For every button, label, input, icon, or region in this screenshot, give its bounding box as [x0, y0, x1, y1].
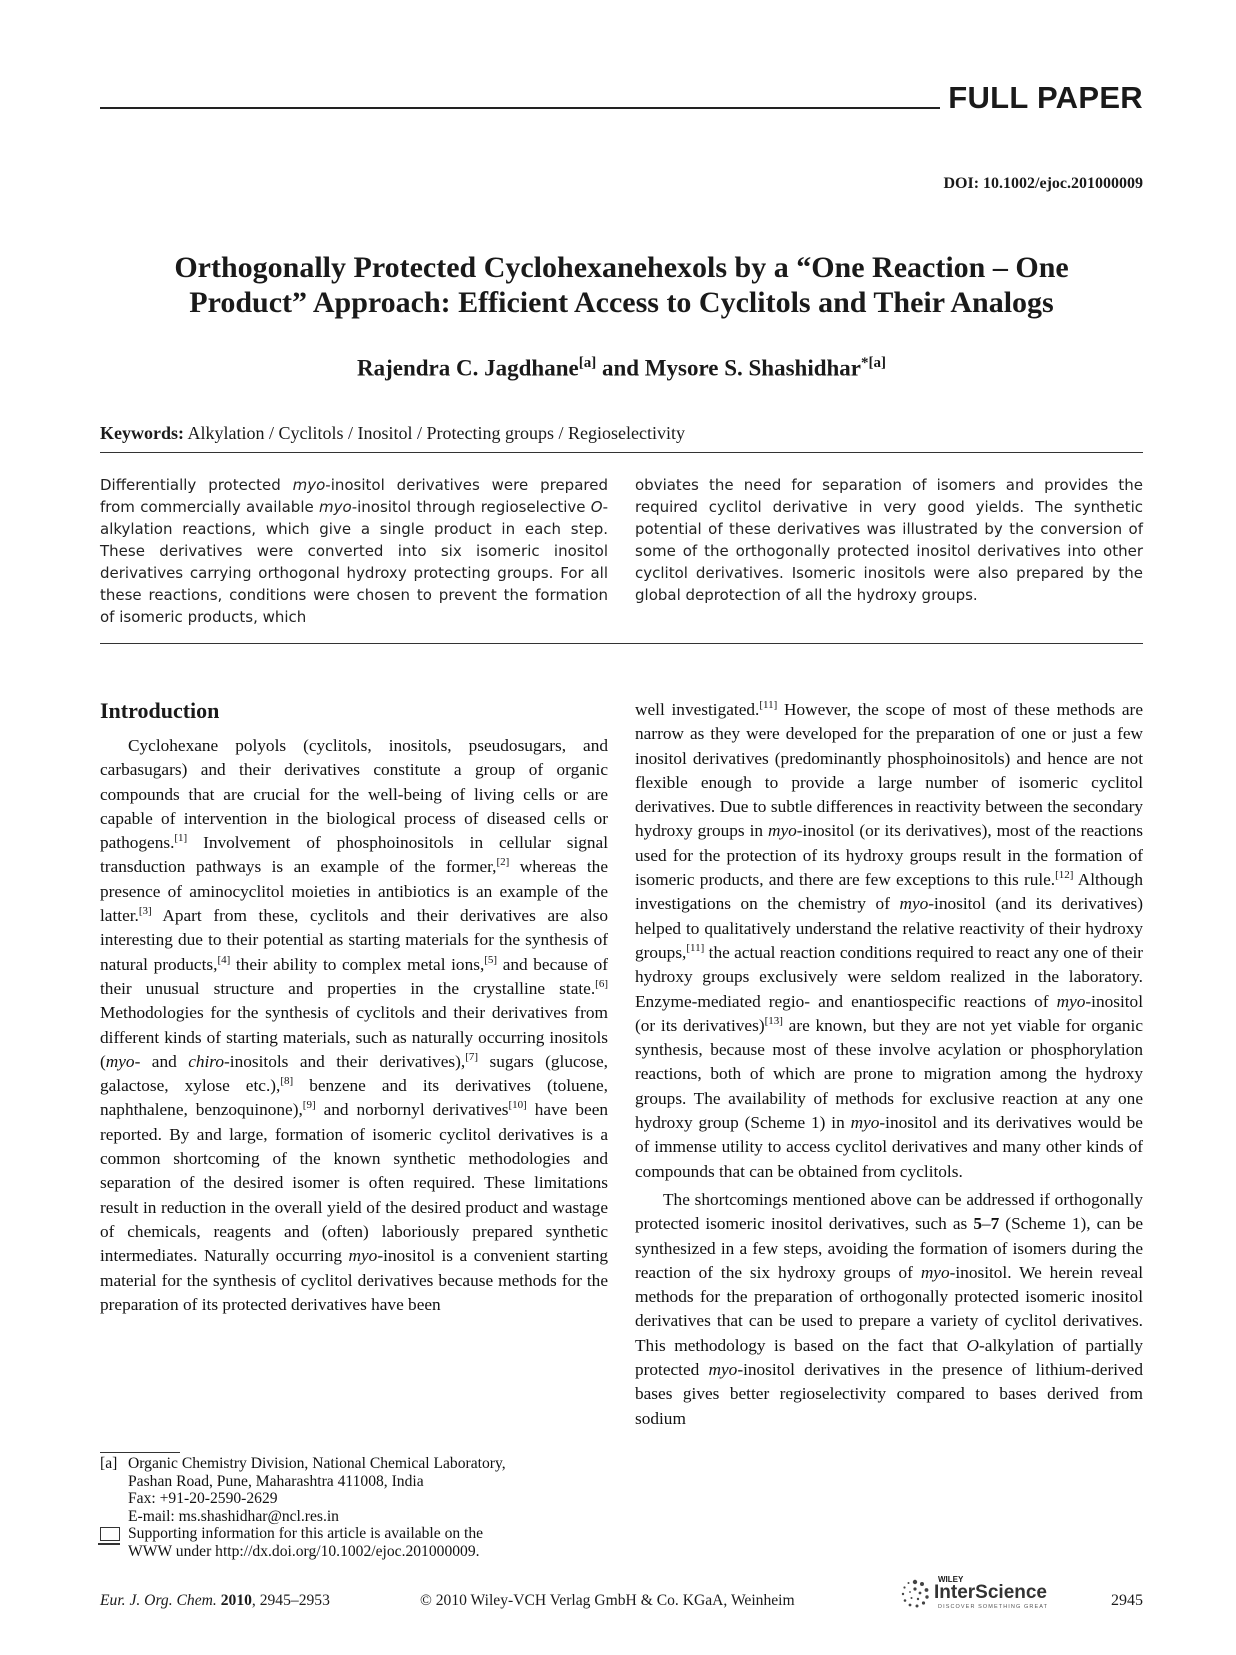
affiliation-footnote	[100, 1455, 608, 1525]
abstract-right: obviates the need for separation of isomers and provides the required cyclitol derivative in very good yields. The synthetic potential of these derivatives was illustrated by the conversion of some of the orthogonally protected inositol derivatives into other cyclitol derivatives. Isomeric inositols were also prepared by the global deprotection of all the hydroxy groups.	[635, 476, 1143, 604]
section-heading-introduction: Introduction	[100, 698, 220, 723]
journal-citation	[100, 1592, 330, 1610]
article-title-line-1: Orthogonally Protected Cyclohexanehexols by a “One Reaction – One	[174, 251, 1069, 284]
keywords-label: Keywords:	[100, 423, 184, 443]
supporting-info-link[interactable]: WWW under http://dx.doi.org/10.1002/ejoc.201000009.	[128, 1542, 480, 1560]
footnotes	[100, 1455, 608, 1561]
abstract-top-rule	[100, 452, 1143, 453]
wiley-interscience-logo	[898, 1575, 1063, 1613]
interscience-globe-icon	[898, 1577, 932, 1611]
affiliation-key: [a]	[100, 1455, 118, 1472]
doi: DOI: 10.1002/ejoc.201000009	[943, 175, 1143, 192]
journal-name: Eur. J. Org. Chem.	[100, 1592, 217, 1609]
authors	[100, 355, 1143, 382]
supporting-info-footnote	[100, 1525, 608, 1560]
abstract-bottom-rule	[100, 643, 1143, 644]
affiliation-line: Pashan Road, Pune, Maharashtra 411008, India	[128, 1472, 424, 1490]
keywords	[100, 423, 685, 444]
intro-left-column	[100, 734, 608, 1317]
affiliation-line: Organic Chemistry Division, National Chemical Laboratory,	[128, 1455, 506, 1472]
author-joiner: and	[596, 355, 645, 381]
intro-right-column	[635, 698, 1143, 1431]
keywords-text: Alkylation / Cyclitols / Inositol / Protecting groups / Regioselectivity	[187, 423, 685, 443]
journal-year: 2010	[220, 1592, 252, 1609]
article-title	[100, 250, 1143, 320]
computer-icon	[100, 1527, 120, 1541]
article-type-label: FULL PAPER	[948, 80, 1143, 115]
copyright: © 2010 Wiley-VCH Verlag GmbH & Co. KGaA, Weinheim	[420, 1592, 795, 1609]
intro-paragraph-3: The shortcomings mentioned above can be addressed if orthogonally protected isomeric inositol derivatives, such as 5–7 (Scheme 1), can be synthesized in a few steps, avoiding the formation of isomers during the reaction of the six hydroxy groups of myo-inositol. We herein reveal methods for the preparation of orthogonally protected isomeric inositol derivatives that can be used to prepare a variety of cyclitol derivatives. This methodology is based on the fact that O-alkylation of partially protected myo-inositol derivatives in the presence of lithium-derived bases gives better regioselectivity compared to bases derived from sodium	[635, 1189, 1144, 1428]
intro-paragraph-1: Cyclohexane polyols (cyclitols, inositols, pseudosugars, and carbasugars) and their derivatives constitute a group of organic compounds that are crucial for the well-being of living cells or are capable of intervention in the biological process of diseased cells or pathogens.[1] Involvement of phosphoinositols in cellular signal transduction pathways is an example of the former,[2] whereas the presence of aminocyclitol moieties in antibiotics is an example of the latter.[3] Apart from these, cyclitols and their derivatives are also interesting due to their potential as starting materials for the synthesis of natural products,[4] their ability to complex metal ions,[5] and because of their unusual structure and properties in the crystalline state.[6] Methodologies for the synthesis of cyclitols and their derivatives from different kinds of starting materials, such as naturally occurring inositols (myo- and chiro-inositols and their derivatives),[7] sugars (glucose, galactose, xylose etc.),[8] benzene and its derivatives (toluene, naphthalene, benzoquinone),[9] and norbornyl derivatives[10] have been reported. By and large, formation of isomeric cyclitol derivatives is a common shortcoming of the known synthetic methodologies and separation of the desired isomer is often required. These limitations result in reduction in the overall yield of the desired product and wastage of chemicals, reagents and (often) laboriously prepared synthetic intermediates. Naturally occurring myo-inositol is a convenient starting material for the synthesis of cyclitol derivatives because methods for the preparation of its protected derivatives have been	[100, 736, 609, 1314]
header-rule	[100, 107, 940, 109]
affiliation-line: Fax: +91-20-2590-2629	[128, 1490, 278, 1508]
supporting-info-line: Supporting information for this article is available on the	[128, 1525, 484, 1543]
abstract-left: Differentially protected myo-inositol derivatives were prepared from commercially available myo-inositol through regioselective O-alkylation reactions, which give a single product in each step. These derivatives were converted into six isomeric inositol derivatives carrying orthogonal hydroxy protecting groups. For all these reactions, conditions were chosen to prevent the formation of isomeric products, which	[100, 476, 608, 626]
author-1-affiliation: [a]	[578, 355, 597, 371]
author-2-affiliation: *[a]	[861, 355, 887, 371]
footnote-rule	[100, 1452, 180, 1453]
logo-tagline: DISCOVER SOMETHING GREAT	[938, 1604, 1049, 1610]
article-title-line-2: Product” Approach: Efficient Access to Cyclitols and Their Analogs	[189, 286, 1054, 319]
author-1: Rajendra C. Jagdhane	[356, 355, 579, 381]
author-2: Mysore S. Shashidhar	[644, 355, 862, 381]
page-number: 2945	[1111, 1592, 1143, 1609]
logo-interscience: InterScience	[934, 1582, 1047, 1603]
logo-wiley: WILEY	[938, 1575, 964, 1584]
intro-paragraph-2: well investigated.[11] However, the scope of most of these methods are narrow as they were developed for the preparation of one or just a few inositol derivatives (predominantly phosphoinositols) and hence are not flexible enough to provide a large number of isomeric cyclitol derivatives. Due to subtle differences in reactivity between the secondary hydroxy groups in myo-inositol (or its derivatives), most of the reactions used for the protection of its hydroxy groups result in the formation of isomeric products, and there are few exceptions to this rule.[12] Although investigations on the chemistry of myo-inositol (and its derivatives) helped to qualitatively understand the relative reactivity of their hydroxy groups,[11] the actual reaction conditions required to react any one of their hydroxy groups exclusively were seldom realized in the laboratory. Enzyme-mediated regio- and enantiospecific reactions of myo-inositol (or its derivatives)[13] are known, but they are not yet viable for organic synthesis, because most of these involve acylation or phosphorylation reactions, both of which are prone to migration among the hydroxy groups. The availability of methods for exclusive reaction at any one hydroxy group (Scheme 1) in myo-inositol and its derivatives would be of immense utility to access cyclitol derivatives and many other kinds of compounds that can be obtained from cyclitols.	[635, 699, 1144, 1181]
journal-pages: , 2945–2953	[251, 1592, 330, 1609]
affiliation-email[interactable]: E-mail: ms.shashidhar@ncl.res.in	[128, 1507, 339, 1525]
